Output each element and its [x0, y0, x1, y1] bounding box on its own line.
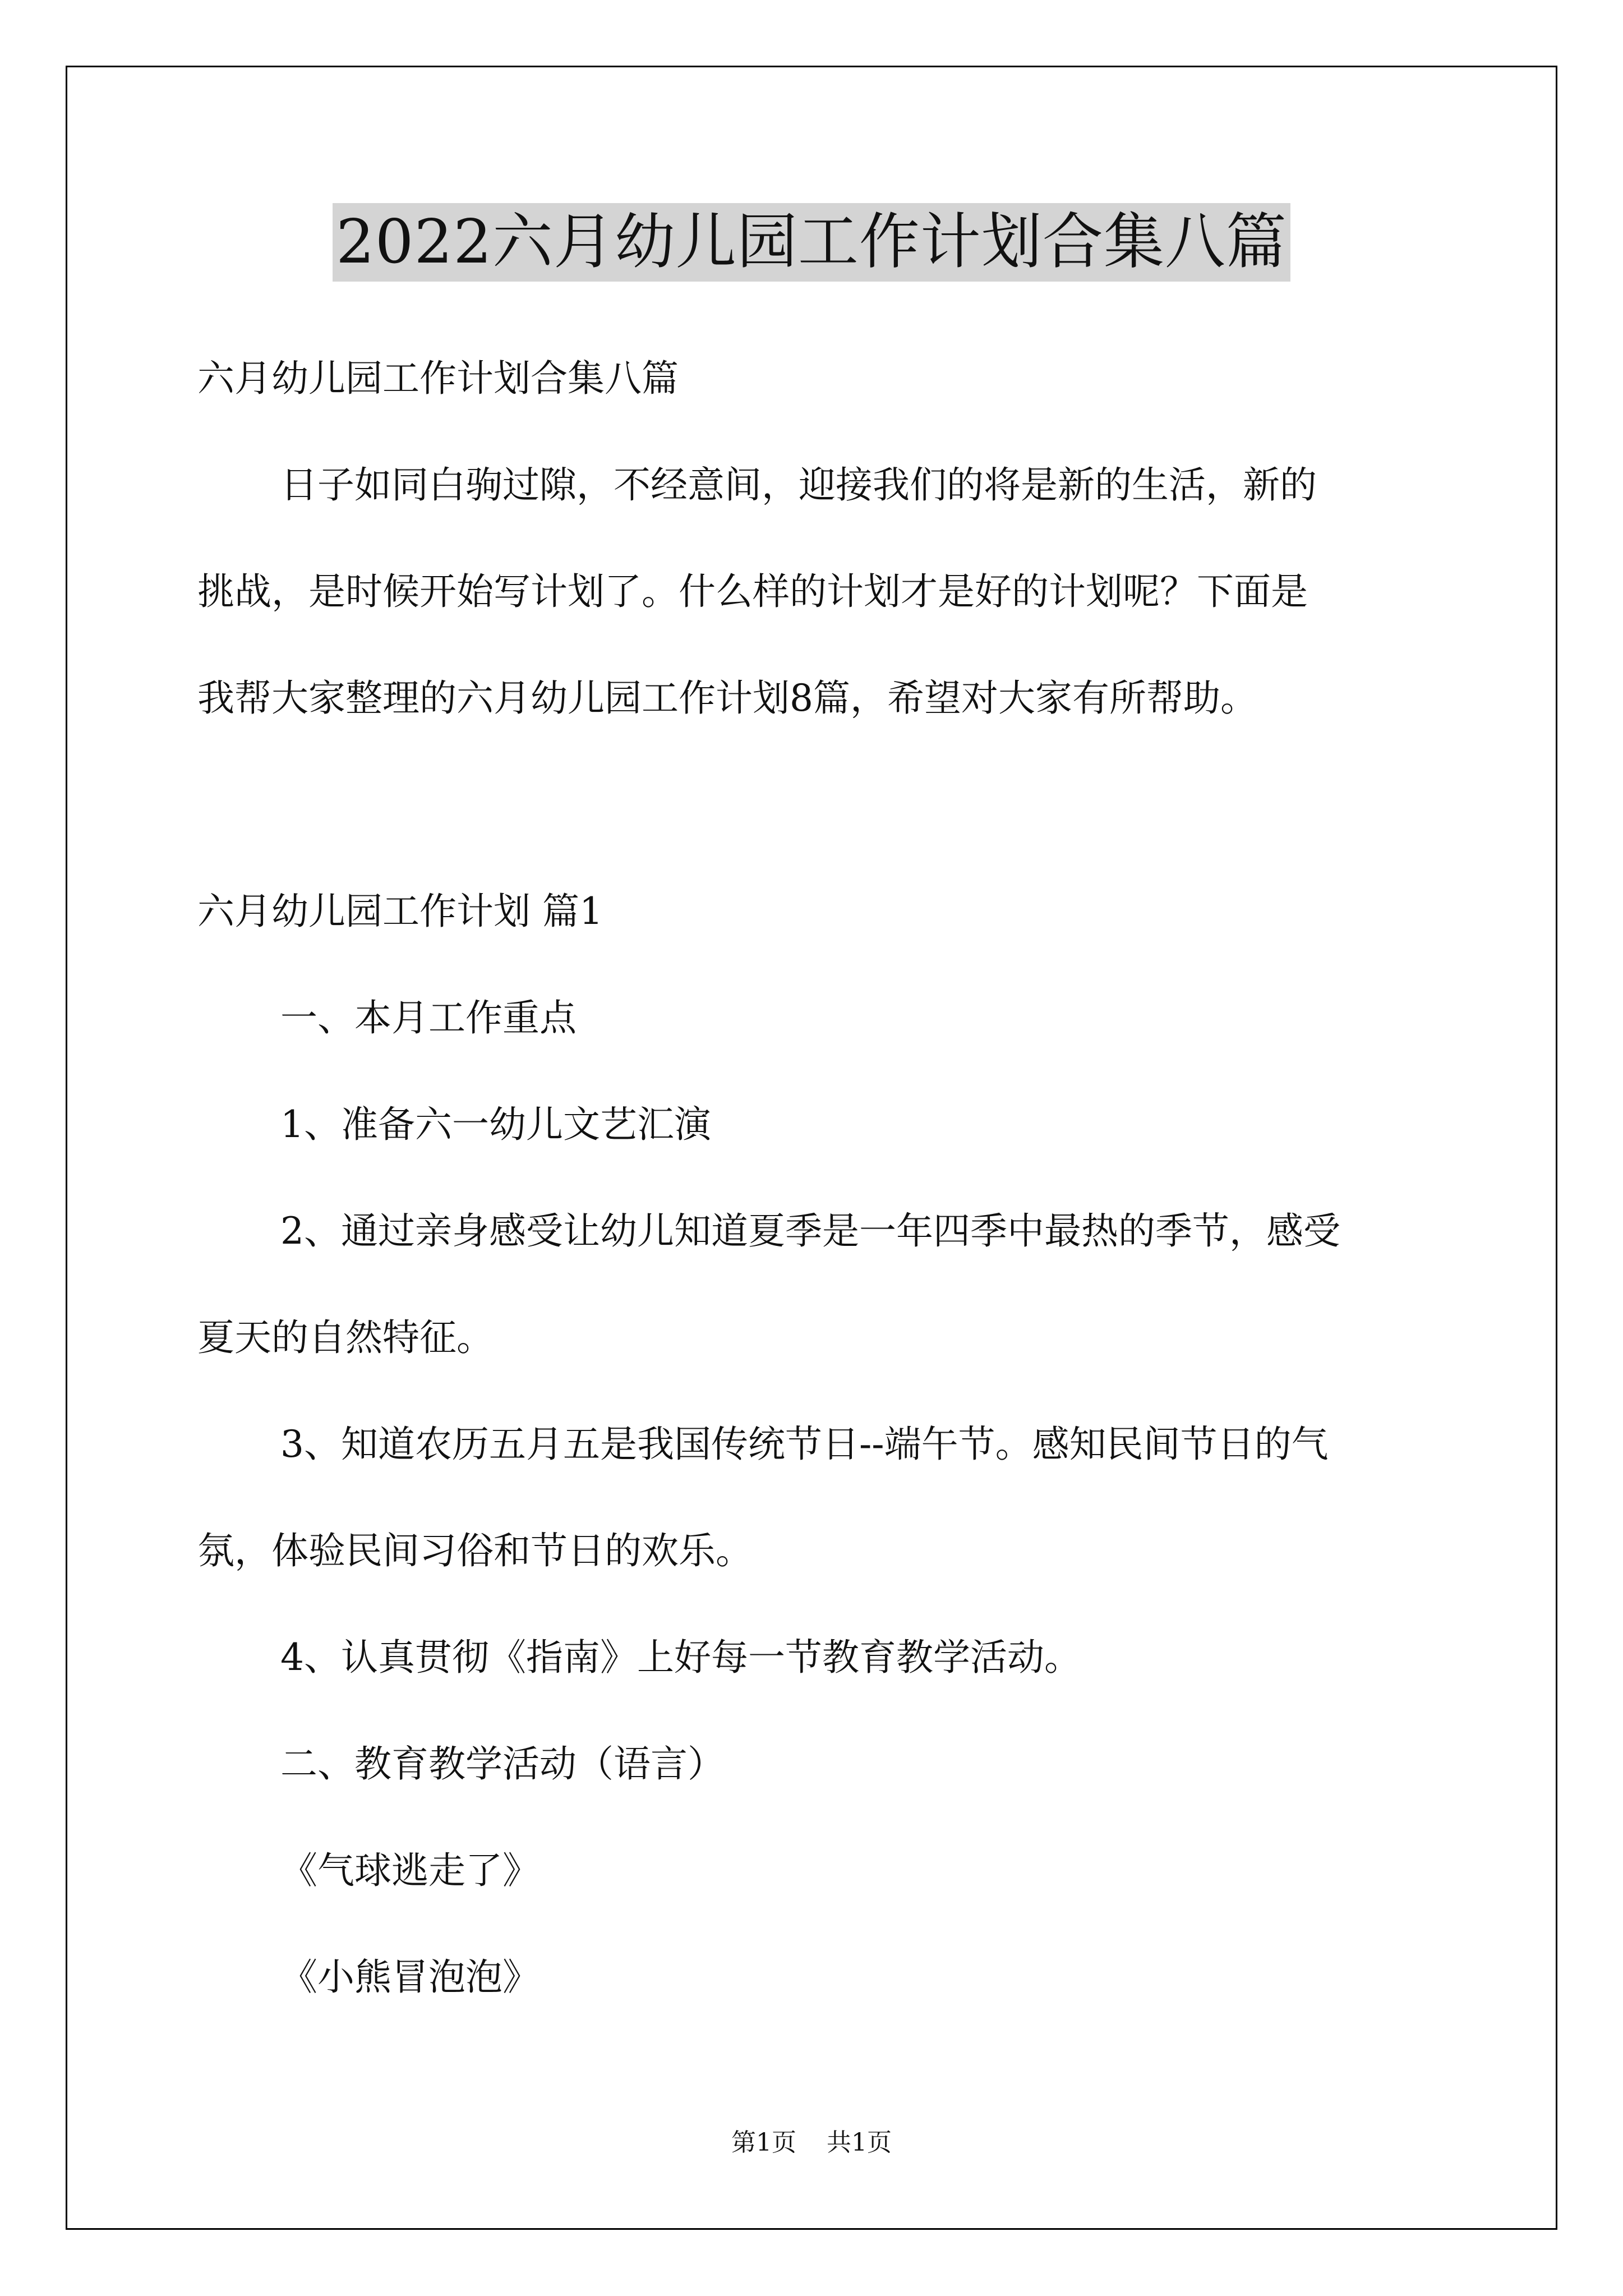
body-line: 《小熊冒泡泡》	[280, 1955, 540, 1999]
section-heading: 六月幼儿园工作计划 篇1	[197, 890, 603, 933]
intro-line-2: 挑战，是时候开始写计划了。什么样的计划才是好的计划呢？下面是	[197, 570, 1308, 613]
body-line: 1、准备六一幼儿文艺汇演	[280, 1103, 711, 1146]
page-total: 共1页	[827, 2128, 892, 2157]
document-subtitle: 六月幼儿园工作计划合集八篇	[197, 357, 679, 400]
document-title: 2022六月幼儿园工作计划合集八篇	[333, 203, 1290, 282]
intro-line-1: 日子如同白驹过隙，不经意间，迎接我们的将是新的生活，新的	[280, 463, 1317, 507]
body-line: 氛，体验民间习俗和节日的欢乐。	[197, 1529, 753, 1572]
body-line: 3、知道农历五月五是我国传统节日--端午节。感知民间节日的气	[280, 1423, 1329, 1466]
page-footer	[0, 2126, 1623, 2160]
body-line: 一、本月工作重点	[280, 996, 577, 1039]
body-line: 4、认真贯彻《指南》上好每一节教育教学活动。	[280, 1636, 1081, 1679]
body-line: 夏天的自然特征。	[197, 1316, 494, 1359]
page-number: 第1页	[731, 2128, 796, 2157]
body-line: 《气球逃走了》	[280, 1849, 540, 1892]
intro-line-3: 我帮大家整理的六月幼儿园工作计划8篇，希望对大家有所帮助。	[197, 677, 1257, 720]
body-line: 二、教育教学活动（语言）	[280, 1742, 725, 1786]
title-container	[0, 203, 1623, 282]
body-line: 2、通过亲身感受让幼儿知道夏季是一年四季中最热的季节，感受	[280, 1209, 1340, 1253]
